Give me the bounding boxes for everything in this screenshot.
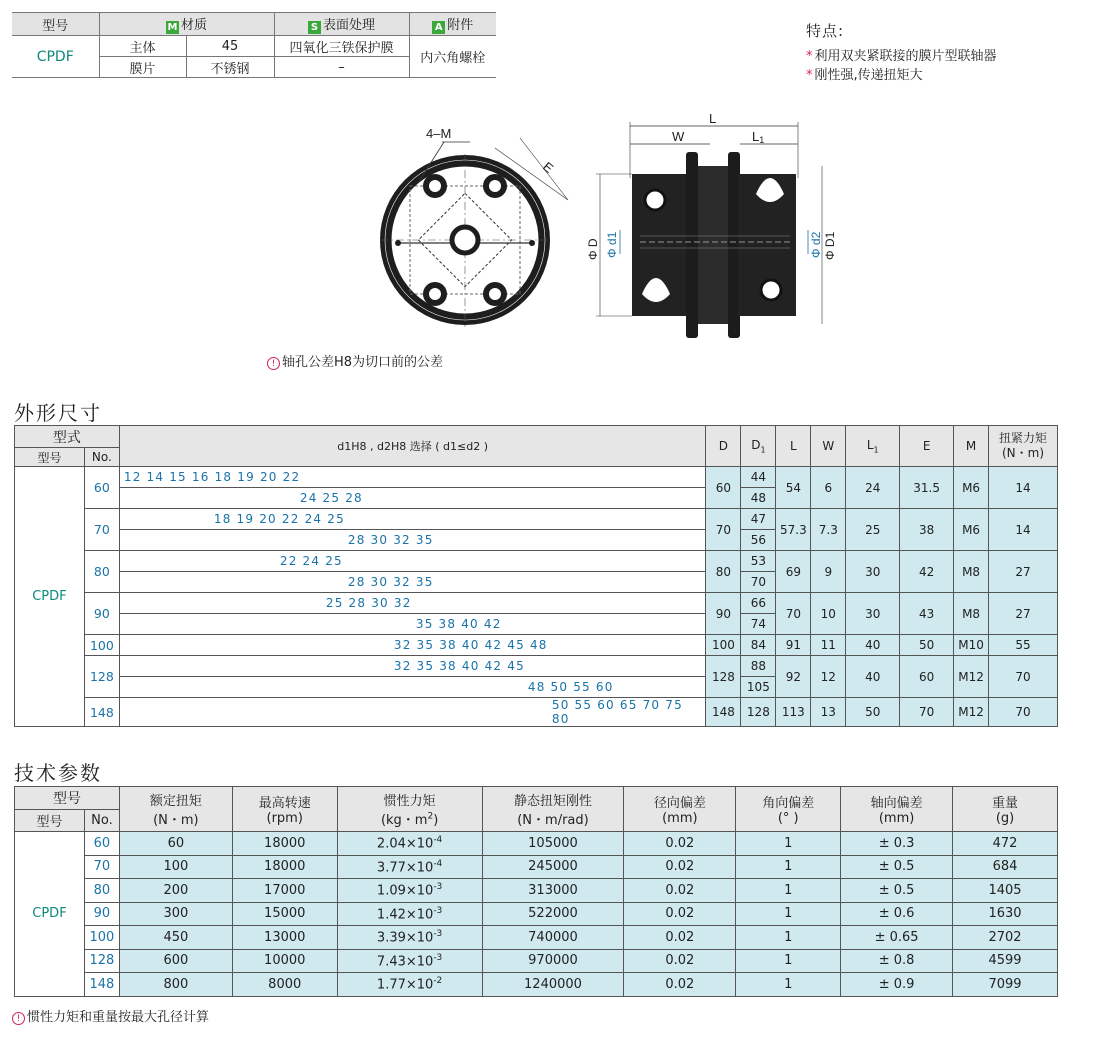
dim-e: 31.5 <box>900 467 954 509</box>
tech-no: 148 <box>84 973 119 997</box>
label-phi-d: Φ D <box>586 238 600 260</box>
dim-header-D1: $D_1$ <box>741 426 776 467</box>
dim-d-values: 12 14 15 16 18 19 20 22 <box>119 467 706 488</box>
dim-row <box>15 509 1058 530</box>
tech-stiffness: 105000 <box>482 832 624 856</box>
dim-w: 13 <box>811 698 846 727</box>
dim-header-L1: $L_1$ <box>846 426 900 467</box>
dim-D: 70 <box>706 509 741 551</box>
tech-stiffness: 1240000 <box>482 973 624 997</box>
dim-l1: 40 <box>846 656 900 698</box>
dim-d-values: 28 30 32 35 <box>119 530 706 551</box>
tech-radial: 0.02 <box>624 973 736 997</box>
dim-m: M6 <box>954 467 989 509</box>
tech-torque: 300 <box>119 902 232 926</box>
tech-footnote-text: 惯性力矩和重量按最大孔径计算 <box>27 1010 210 1025</box>
feature-item <box>806 64 997 83</box>
dim-m: M12 <box>954 698 989 727</box>
tech-row <box>15 926 1058 950</box>
dim-l: 57.3 <box>776 509 811 551</box>
mat-header-material <box>99 13 274 36</box>
material-table <box>12 12 496 78</box>
dim-d-values: 48 50 55 60 <box>119 677 706 698</box>
label-e: E <box>540 158 557 176</box>
dim-D1: 56 <box>741 530 776 551</box>
tech-speed: 10000 <box>232 949 337 973</box>
tech-angular: 1 <box>736 973 841 997</box>
tech-header-angular: 角向偏差 (° ) <box>736 787 841 832</box>
tech-speed: 15000 <box>232 902 337 926</box>
dim-torque: 27 <box>989 593 1058 635</box>
dim-l1: 50 <box>846 698 900 727</box>
feature-text: 利用双夹紧联接的膜片型联轴器 <box>814 49 997 64</box>
dim-torque: 70 <box>989 698 1058 727</box>
tech-speed: 18000 <box>232 855 337 879</box>
dim-header-form: 型式 <box>15 426 120 448</box>
dim-torque: 14 <box>989 509 1058 551</box>
dim-w: 10 <box>811 593 846 635</box>
dim-no: 90 <box>84 593 119 635</box>
tech-no: 100 <box>84 926 119 950</box>
tech-angular: 1 <box>736 879 841 903</box>
tech-inertia-exponent: -3 <box>433 905 443 916</box>
dim-w: 9 <box>811 551 846 593</box>
dim-w: 11 <box>811 635 846 656</box>
dim-header-torque: 扭紧力矩 (N・m) <box>989 426 1058 467</box>
tech-inertia-mantissa: 1.09×10 <box>376 883 434 899</box>
drawing-note <box>267 351 443 370</box>
dim-no: 70 <box>84 509 119 551</box>
dim-D1: 47 <box>741 509 776 530</box>
tech-inertia-exponent: -3 <box>433 929 443 940</box>
tech-speed: 17000 <box>232 879 337 903</box>
label-phi-d1-big: Φ D1 <box>823 231 837 260</box>
mat-header-surface <box>274 13 409 36</box>
tech-angular: 1 <box>736 832 841 856</box>
mat-part: 膜片 <box>99 57 186 78</box>
dim-m: M10 <box>954 635 989 656</box>
tech-header-inertia: 惯性力矩 (kg・$m^2$) <box>337 787 482 832</box>
s-tag-icon: S <box>308 21 321 34</box>
tech-weight: 1405 <box>953 879 1058 903</box>
dim-d-values: 50 55 60 65 70 75 80 <box>119 698 706 727</box>
tech-row <box>15 949 1058 973</box>
dim-e: 50 <box>900 635 954 656</box>
dim-l1: 25 <box>846 509 900 551</box>
tech-axial: ± 0.8 <box>841 949 953 973</box>
dim-l: 70 <box>776 593 811 635</box>
section-title-tech: 技术参数 <box>14 761 102 785</box>
tech-inertia-exponent: -2 <box>433 976 443 987</box>
mat-header-accessory-label: 附件 <box>447 18 474 33</box>
dim-header-L: L <box>776 426 811 467</box>
tech-no: 60 <box>84 832 119 856</box>
a-tag-icon: A <box>432 21 445 34</box>
tech-inertia-mantissa: 3.39×10 <box>376 930 434 946</box>
dim-l: 54 <box>776 467 811 509</box>
dim-header-no: No. <box>84 448 119 467</box>
tech-stiffness: 522000 <box>482 902 624 926</box>
dim-d-values: 32 35 38 40 42 45 48 <box>119 635 706 656</box>
tech-angular: 1 <box>736 855 841 879</box>
dim-l: 91 <box>776 635 811 656</box>
tech-axial: ± 0.9 <box>841 973 953 997</box>
dim-no: 80 <box>84 551 119 593</box>
dim-torque: 70 <box>989 656 1058 698</box>
tech-radial: 0.02 <box>624 855 736 879</box>
dim-D1: 105 <box>741 677 776 698</box>
tech-radial: 0.02 <box>624 949 736 973</box>
dim-D1: 88 <box>741 656 776 677</box>
tech-header-max-speed: 最高转速 (rpm) <box>232 787 337 832</box>
tech-row <box>15 855 1058 879</box>
dim-l1: 30 <box>846 593 900 635</box>
tech-speed: 18000 <box>232 832 337 856</box>
tech-weight: 7099 <box>953 973 1058 997</box>
dim-no: 100 <box>84 635 119 656</box>
mat-part: 主体 <box>99 36 186 57</box>
dim-torque: 55 <box>989 635 1058 656</box>
dim-D: 90 <box>706 593 741 635</box>
dim-D: 80 <box>706 551 741 593</box>
dim-e: 42 <box>900 551 954 593</box>
tech-no: 128 <box>84 949 119 973</box>
tech-axial: ± 0.5 <box>841 855 953 879</box>
mat-header-material-label: 材质 <box>180 18 207 33</box>
features-title: 特点: <box>806 22 845 40</box>
tech-speed: 13000 <box>232 926 337 950</box>
dim-D1: 48 <box>741 488 776 509</box>
dim-D: 148 <box>706 698 741 727</box>
dim-model: CPDF <box>15 467 85 727</box>
dim-D1: 53 <box>741 551 776 572</box>
dimension-table <box>14 425 1058 727</box>
dim-torque: 27 <box>989 551 1058 593</box>
dim-row <box>15 635 1058 656</box>
tech-stiffness: 970000 <box>482 949 624 973</box>
dim-d-values: 22 24 25 <box>119 551 706 572</box>
tech-no: 70 <box>84 855 119 879</box>
tech-row <box>15 902 1058 926</box>
tech-torque: 600 <box>119 949 232 973</box>
label-l: L <box>709 111 717 126</box>
dim-torque: 14 <box>989 467 1058 509</box>
dim-row <box>15 698 1058 727</box>
dim-m: M8 <box>954 551 989 593</box>
dim-no: 148 <box>84 698 119 727</box>
dim-header-M: M <box>954 426 989 467</box>
tech-inertia-mantissa: 7.43×10 <box>376 953 434 969</box>
tech-header-rated-torque: 额定扭矩 (N・m) <box>119 787 232 832</box>
tech-inertia-exponent: -3 <box>433 882 443 893</box>
asterisk-icon: * <box>806 68 813 83</box>
features-block <box>806 20 997 83</box>
tech-inertia <box>337 973 482 997</box>
dim-D1: 84 <box>741 635 776 656</box>
asterisk-icon: * <box>806 49 813 64</box>
dim-row <box>15 593 1058 614</box>
dim-l: 69 <box>776 551 811 593</box>
dim-D: 128 <box>706 656 741 698</box>
tech-axial: ± 0.65 <box>841 926 953 950</box>
side-view <box>586 111 837 338</box>
tech-row <box>15 973 1058 997</box>
label-w: W <box>672 129 685 144</box>
tech-inertia-exponent: -3 <box>433 952 443 963</box>
dim-D1: 70 <box>741 572 776 593</box>
tech-stiffness: 740000 <box>482 926 624 950</box>
tech-header-weight: 重量 (g) <box>953 787 1058 832</box>
dim-D: 100 <box>706 635 741 656</box>
dim-d-values: 32 35 38 40 42 45 <box>119 656 706 677</box>
dim-l1: 24 <box>846 467 900 509</box>
tech-inertia-mantissa: 1.77×10 <box>376 977 434 993</box>
tech-angular: 1 <box>736 926 841 950</box>
tech-inertia <box>337 879 482 903</box>
tech-header-model: 型号 <box>15 810 85 832</box>
label-phi-d1: Φ d1 <box>605 231 619 258</box>
mat-surface: – <box>274 57 409 78</box>
dim-header-d-select: d1H8 , d2H8 选择 ( d1≤d2 ) <box>119 426 706 467</box>
dim-no: 128 <box>84 656 119 698</box>
mat-header-surface-label: 表面处理 <box>322 18 375 33</box>
front-view <box>380 126 568 328</box>
tech-inertia-mantissa: 2.04×10 <box>376 836 434 852</box>
dim-e: 70 <box>900 698 954 727</box>
dim-row <box>15 656 1058 677</box>
dim-D1: 66 <box>741 593 776 614</box>
tech-torque: 450 <box>119 926 232 950</box>
mat-accessory: 内六角螺栓 <box>409 36 496 78</box>
tech-radial: 0.02 <box>624 902 736 926</box>
warning-icon: ! <box>267 357 280 370</box>
tech-footnote <box>12 1006 209 1025</box>
label-l1: L1 <box>752 129 765 145</box>
label-phi-d2: Φ d2 <box>809 231 823 258</box>
tech-radial: 0.02 <box>624 832 736 856</box>
tech-row <box>15 879 1058 903</box>
tech-axial: ± 0.6 <box>841 902 953 926</box>
dim-d-values: 18 19 20 22 24 25 <box>119 509 706 530</box>
feature-text: 刚性强,传递扭矩大 <box>814 68 923 83</box>
tech-torque: 800 <box>119 973 232 997</box>
m-tag-icon: M <box>167 22 178 33</box>
section-title-dimensions: 外形尺寸 <box>14 401 102 425</box>
tech-inertia-exponent: -4 <box>433 835 443 846</box>
dim-e: 60 <box>900 656 954 698</box>
tech-inertia <box>337 949 482 973</box>
tech-header-axial: 轴向偏差 (mm) <box>841 787 953 832</box>
tech-inertia <box>337 902 482 926</box>
mat-header-model: 型号 <box>12 13 99 36</box>
tech-no: 80 <box>84 879 119 903</box>
tech-axial: ± 0.3 <box>841 832 953 856</box>
tech-weight: 1630 <box>953 902 1058 926</box>
tech-weight: 4599 <box>953 949 1058 973</box>
tech-inertia-exponent: -4 <box>433 858 443 869</box>
mat-header-accessory <box>409 13 496 36</box>
tech-header-model-group: 型号 <box>15 787 120 810</box>
dim-l: 113 <box>776 698 811 727</box>
dim-D: 60 <box>706 467 741 509</box>
tech-inertia <box>337 926 482 950</box>
warning-icon: ! <box>12 1012 25 1025</box>
dim-m: M8 <box>954 593 989 635</box>
tech-header-radial: 径向偏差 (mm) <box>624 787 736 832</box>
tech-no: 90 <box>84 902 119 926</box>
tech-radial: 0.02 <box>624 926 736 950</box>
drawing-note-text: 轴孔公差H8为切口前的公差 <box>282 355 444 370</box>
mat-material: 不锈钢 <box>186 57 274 78</box>
dim-row <box>15 551 1058 572</box>
dim-header-W: W <box>811 426 846 467</box>
mat-material: 45 <box>186 36 274 57</box>
tech-inertia <box>337 855 482 879</box>
tech-inertia-mantissa: 1.42×10 <box>376 906 434 922</box>
dim-header-D: D <box>706 426 741 467</box>
tech-weight: 684 <box>953 855 1058 879</box>
tech-angular: 1 <box>736 902 841 926</box>
dim-m: M6 <box>954 509 989 551</box>
dim-l: 92 <box>776 656 811 698</box>
tech-header-no: No. <box>84 810 119 832</box>
dim-no: 60 <box>84 467 119 509</box>
tech-inertia <box>337 832 482 856</box>
dim-d-values: 28 30 32 35 <box>119 572 706 593</box>
tech-model: CPDF <box>15 832 85 997</box>
tech-weight: 472 <box>953 832 1058 856</box>
dim-header-E: E <box>900 426 954 467</box>
dim-D1: 128 <box>741 698 776 727</box>
tech-stiffness: 313000 <box>482 879 624 903</box>
tech-torque: 200 <box>119 879 232 903</box>
tech-row <box>15 832 1058 856</box>
tech-speed: 8000 <box>232 973 337 997</box>
dim-d-values: 24 25 28 <box>119 488 706 509</box>
mat-model: CPDF <box>12 36 99 78</box>
tech-weight: 2702 <box>953 926 1058 950</box>
coupling-drawing <box>360 108 840 348</box>
mat-surface: 四氧化三铁保护膜 <box>274 36 409 57</box>
dim-w: 7.3 <box>811 509 846 551</box>
dim-d-values: 35 38 40 42 <box>119 614 706 635</box>
dim-w: 6 <box>811 467 846 509</box>
tech-stiffness: 245000 <box>482 855 624 879</box>
dim-e: 43 <box>900 593 954 635</box>
dim-D1: 44 <box>741 467 776 488</box>
dim-w: 12 <box>811 656 846 698</box>
dim-e: 38 <box>900 509 954 551</box>
dim-l1: 40 <box>846 635 900 656</box>
dim-m: M12 <box>954 656 989 698</box>
tech-angular: 1 <box>736 949 841 973</box>
label-4m: 4–M <box>426 126 452 141</box>
tech-inertia-mantissa: 3.77×10 <box>376 859 434 875</box>
tech-torque: 100 <box>119 855 232 879</box>
dim-d-values: 25 28 30 32 <box>119 593 706 614</box>
dim-row <box>15 467 1058 488</box>
dim-D1: 74 <box>741 614 776 635</box>
feature-item <box>806 45 997 64</box>
dim-header-model: 型号 <box>15 448 85 467</box>
tech-header-stiffness: 静态扭矩刚性 (N・m/rad) <box>482 787 624 832</box>
tech-axial: ± 0.5 <box>841 879 953 903</box>
tech-radial: 0.02 <box>624 879 736 903</box>
tech-table <box>14 786 1058 997</box>
tech-torque: 60 <box>119 832 232 856</box>
dim-l1: 30 <box>846 551 900 593</box>
